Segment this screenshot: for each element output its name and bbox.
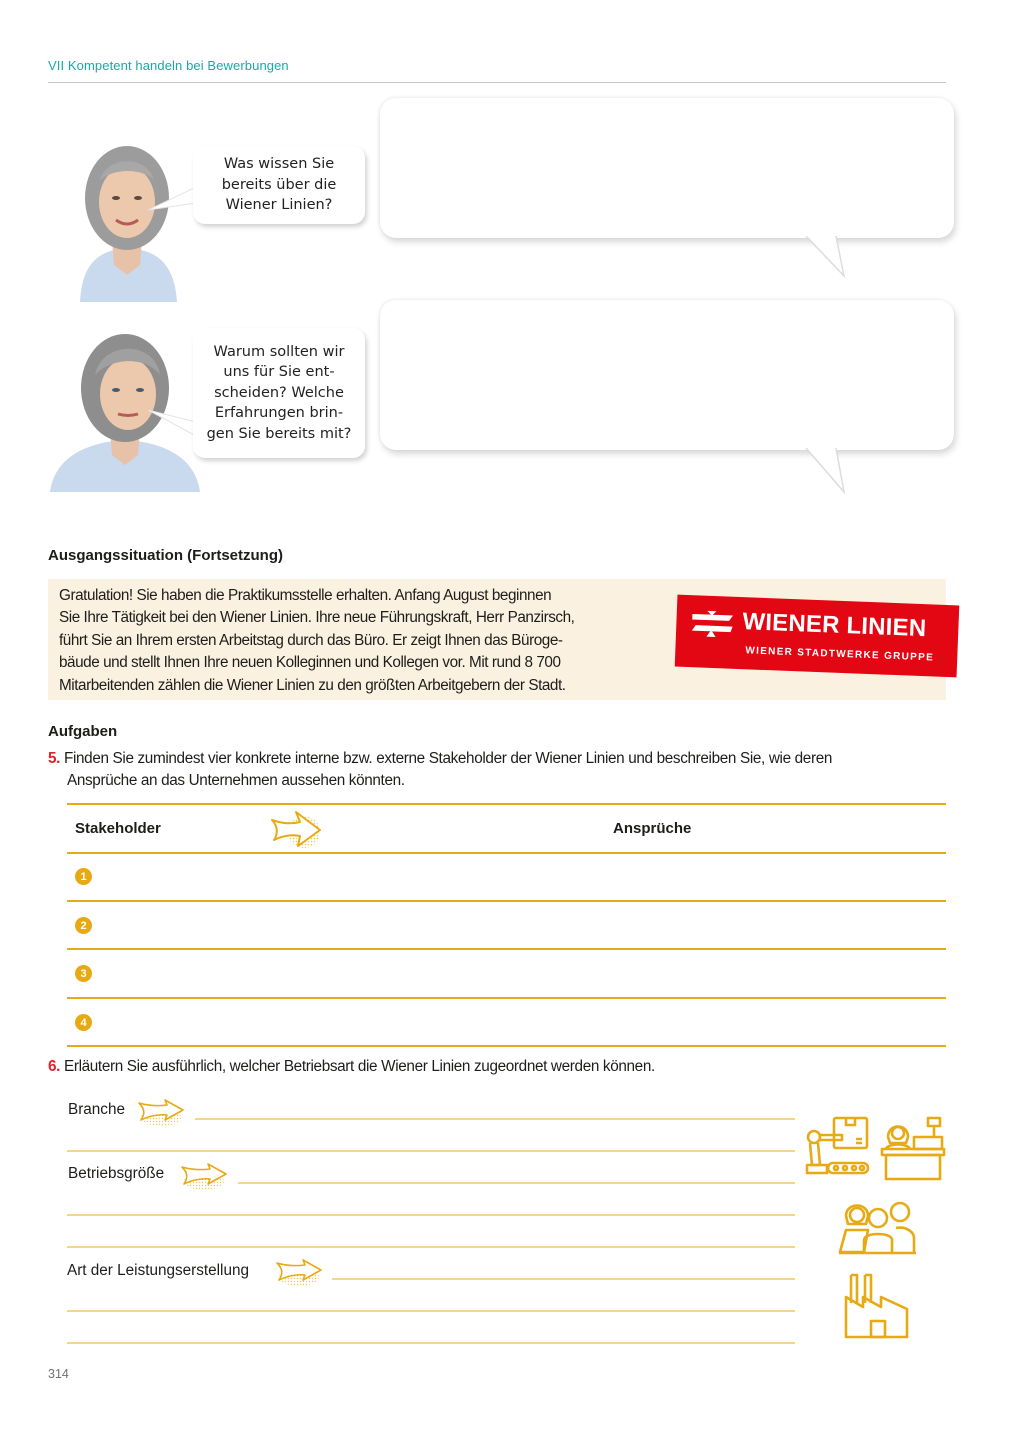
table-rule (67, 948, 946, 950)
question-line: Erfahrungen brin- (214, 405, 344, 422)
stakeholder-row-input[interactable] (100, 906, 946, 948)
stakeholder-row-input[interactable] (100, 858, 946, 900)
logo-subtitle: WIENER STADTWERKE GRUPPE (745, 645, 935, 664)
table-rule (67, 997, 946, 999)
column-header-claims: Ansprüche (613, 820, 692, 837)
header-divider (48, 82, 946, 83)
stakeholder-row-input[interactable] (100, 1003, 946, 1045)
situation-heading: Ausgangssituation (Fortsetzung) (48, 547, 283, 564)
question-line: Was wissen Sie (223, 156, 335, 173)
table-rule (67, 1045, 946, 1047)
answer-line[interactable] (195, 1118, 795, 1120)
field-label-betriebsgroesse: Betriebsgröße (68, 1165, 165, 1182)
answer-bubble-tail (800, 236, 850, 284)
question-bubble (193, 146, 365, 224)
industry-robot-icon (804, 1115, 870, 1181)
chapter-title: VII Kompetent handeln bei Bewerbungen (48, 58, 289, 73)
arrow-icon (275, 1259, 325, 1287)
answer-line[interactable] (67, 1342, 795, 1344)
answer-bubble-tail (800, 448, 850, 496)
task-text: Finden Sie zumindest vier konkrete interne bzw. externe Stakeholder der Wiener Linien und beschreiben Sie, wie deren (63, 750, 833, 767)
answer-line[interactable] (67, 1310, 795, 1312)
table-rule (67, 852, 946, 854)
field-label-leistungserstellung: Art der Leistungserstellung (67, 1262, 249, 1279)
row-number-badge: 2 (75, 917, 92, 934)
question-line: scheiden? Welche (214, 384, 344, 401)
stakeholder-row-input[interactable] (100, 954, 946, 996)
logo-name: WIENER LINIEN (741, 608, 927, 643)
answer-line[interactable] (67, 1214, 795, 1216)
answer-line[interactable] (67, 1246, 795, 1248)
task-5 (48, 748, 958, 793)
field-label-branche: Branche (68, 1101, 125, 1118)
row-number-badge: 4 (75, 1014, 92, 1031)
factory-icon (843, 1273, 911, 1339)
question-bubble (193, 328, 365, 458)
question-line: Warum sollten wir (213, 343, 345, 360)
situation-line: Gratulation! Sie haben die Praktikumsstelle erhalten. Anfang August beginnen (59, 587, 552, 604)
arrow-icon (268, 810, 324, 850)
situation-line: führt Sie an Ihrem ersten Arbeitstag durch das Büro. Er zeigt Ihnen das Büroge- (59, 631, 563, 649)
row-number-badge: 1 (75, 868, 92, 885)
row-number-badge: 3 (75, 965, 92, 982)
situation-line: Mitarbeitenden zählen die Wiener Linien zu den größten Arbeitgebern der Stadt. (59, 676, 566, 694)
team-people-icon (838, 1198, 918, 1256)
speech-tail (148, 410, 198, 440)
task-6 (48, 1056, 958, 1078)
tasks-heading: Aufgaben (48, 723, 118, 740)
wiener-linien-emblem-icon (688, 607, 737, 641)
situation-text (59, 585, 671, 697)
retail-cashier-icon (880, 1115, 946, 1181)
task-text: Ansprüche an das Unternehmen aussehen könnten. (67, 772, 405, 790)
wiener-linien-logo (675, 595, 960, 678)
task-number: 6. (48, 1058, 61, 1075)
task-number: 5. (48, 750, 61, 767)
question-line: gen Sie bereits mit? (206, 425, 352, 442)
question-line: uns für Sie ent- (223, 364, 335, 381)
question-line: bereits über die (221, 176, 337, 193)
situation-line: bäude und stellt Ihnen Ihre neuen Kolleginnen und Kollegen vor. Mit rund 8 700 (59, 654, 561, 672)
answer-line[interactable] (67, 1150, 795, 1152)
arrow-icon (137, 1099, 187, 1127)
table-rule (67, 803, 946, 805)
arrow-icon (180, 1163, 230, 1191)
page-number: 314 (48, 1367, 69, 1381)
task-text: Erläutern Sie ausführlich, welcher Betriebsart die Wiener Linien zugeordnet werden können. (63, 1058, 655, 1075)
speech-tail (148, 185, 198, 215)
question-line: Wiener Linien? (225, 197, 333, 214)
column-header-stakeholder: Stakeholder (75, 820, 161, 837)
answer-line[interactable] (238, 1182, 795, 1184)
interviewer-portrait (52, 140, 202, 302)
table-rule (67, 900, 946, 902)
answer-bubble[interactable] (380, 300, 954, 450)
answer-bubble[interactable] (380, 98, 954, 238)
answer-line[interactable] (332, 1278, 795, 1280)
situation-line: Sie Ihre Tätigkeit bei den Wiener Linien. Ihre neue Führungskraft, Herr Panzirsch, (59, 609, 575, 627)
